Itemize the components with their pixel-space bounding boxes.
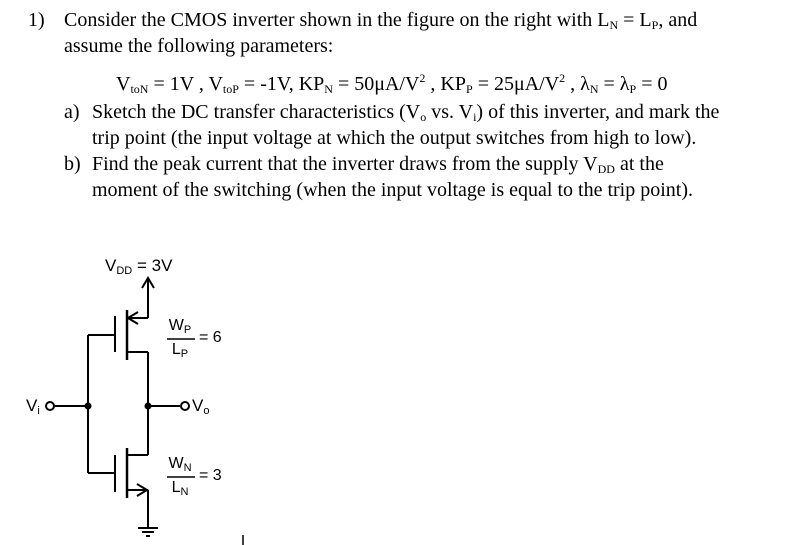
vo-label: Vo xyxy=(192,396,210,417)
nmos-ratio: = 3 xyxy=(199,467,222,484)
vi-label: Vi xyxy=(26,396,40,417)
ln-denominator: LN xyxy=(171,479,189,498)
part-b-line-2: moment of the switching (when the input voltage is equal to the trip point). xyxy=(92,179,693,201)
question-number: 1) xyxy=(28,9,45,31)
lp-denominator: LP xyxy=(171,341,189,360)
pmos-ratio: = 6 xyxy=(199,329,222,346)
part-b-label: b) xyxy=(64,153,81,175)
input-junction-dot xyxy=(85,403,92,410)
part-a-label: a) xyxy=(64,101,80,123)
part-a-line-2: trip point (the input voltage at which the output switches from high to low). xyxy=(92,127,697,149)
question-line-2: assume the following parameters: xyxy=(64,35,334,57)
part-a-line-1: Sketch the DC transfer characteristics ($V_o$ vs. $V_i$) of this inverter, and mark the xyxy=(92,101,720,124)
vdd-label: VDD = 3V xyxy=(105,256,173,277)
question-line-1: Consider the CMOS inverter shown in the figure on the right with $L_N = L_P$, and xyxy=(64,9,698,32)
input-terminal xyxy=(46,402,54,410)
wp-numerator: WP xyxy=(168,317,192,336)
output-terminal xyxy=(181,402,189,410)
parameters-line: $V_{toN} = 1V$ , $V_{toP} = -1V$, $KP_N = 50\mu A/V^2$ , $KP_P = 25\mu A/V^2$ , $\lambda_N = \lambda_P = 0$ xyxy=(116,71,668,96)
wn-numerator: WN xyxy=(168,455,192,474)
part-b-line-1: Find the peak current that the inverter draws from the supply $V_{DD}$ at the xyxy=(92,153,664,176)
output-junction-dot xyxy=(145,403,152,410)
